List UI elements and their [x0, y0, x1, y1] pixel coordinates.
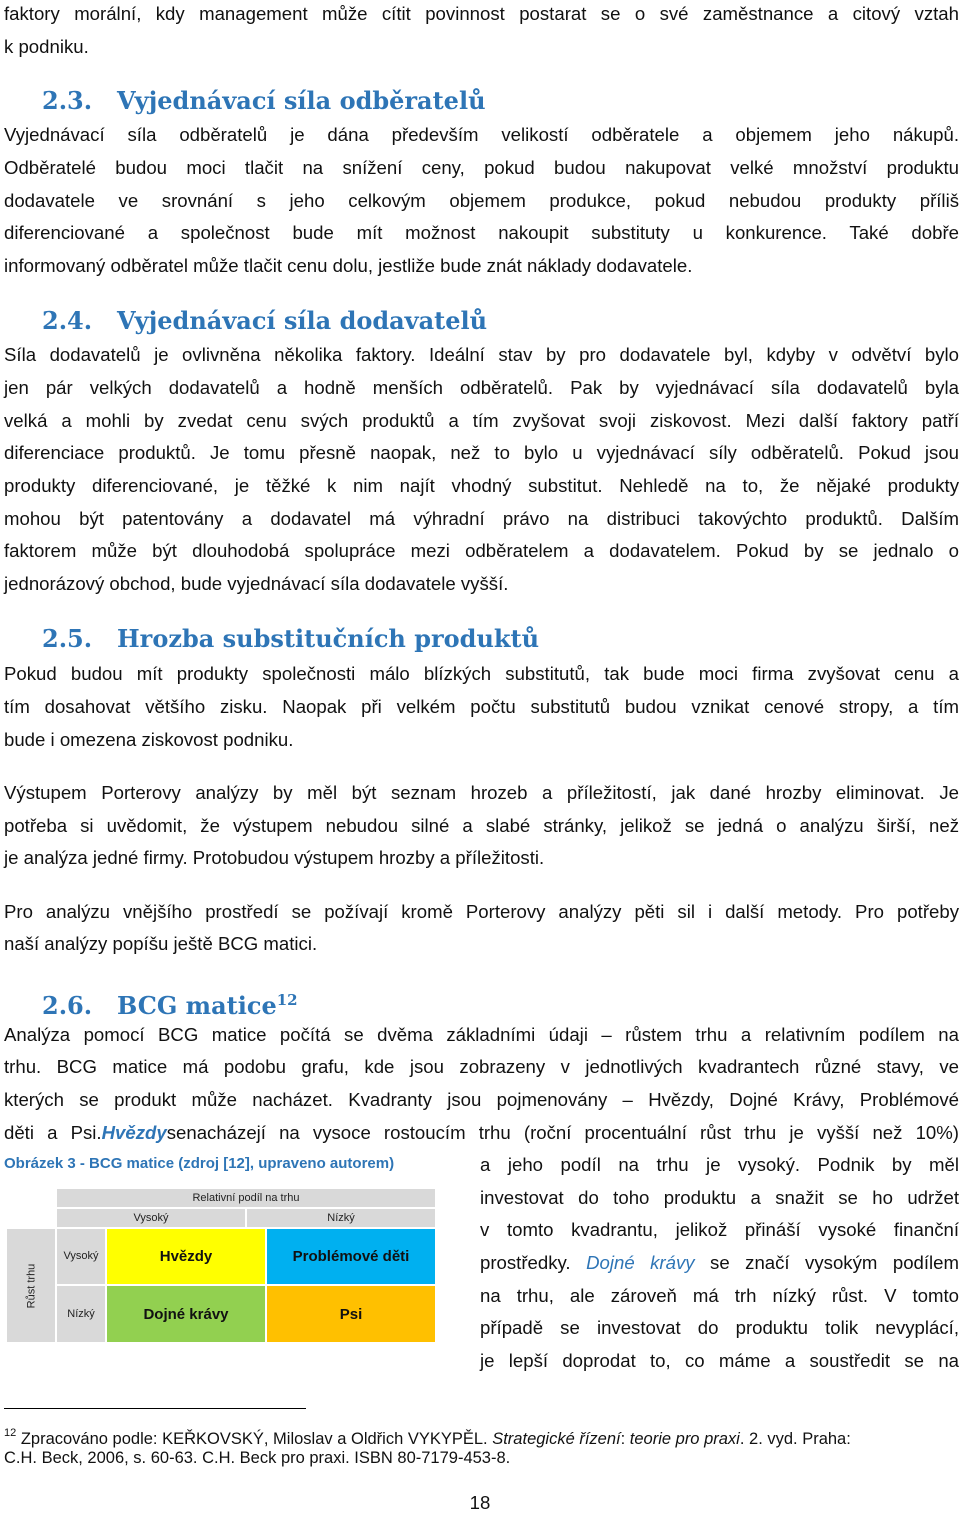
body-text-line: Výstupem Porterovy analýzy by měl být seznam hrozeb a příležitostí, jak dané hrozby eliminovat. Je	[4, 782, 959, 803]
section-title: Vyjednávací síla dodavatelů	[117, 306, 488, 335]
body-text-line: Vyjednávací síla odběratelů je dána především velikostí odběratele a objemem jeho nákupů.	[4, 124, 959, 145]
body-text-line: Odběratelé budou moci tlačit na snížení ceny, pokud budou nakupovat velké množství produktu	[4, 157, 959, 178]
body-text-line: informovaný odběratel může tlačit cenu dolu, jestliže bude znát náklady dodavatele.	[4, 255, 693, 276]
body-text-line: Síla dodavatelů je ovlivněna několika faktory. Ideální stav by pro dodavatele byl, kdyby v odvětví bylo	[4, 344, 959, 365]
section-number: 2.3.	[42, 86, 93, 115]
section-title: Vyjednávací síla odběratelů	[117, 86, 486, 115]
quadrant-stars: Hvězdy	[106, 1228, 266, 1285]
section-title: BCG matice	[117, 991, 277, 1020]
body-text-line: naší analýzy popíšu ještě BCG matici.	[4, 933, 318, 954]
quadrant-dogs: Psi	[266, 1285, 436, 1343]
body-text-line: faktory morální, kdy management může cítit povinnost postarat se o své zaměstnance a citový vztah	[4, 3, 959, 24]
figure-caption: Obrázek 3 - BCG matice (zdroj [12], upraveno autorem)	[4, 1155, 395, 1172]
body-text-line: dodavatele ve srovnání s jeho celkovým objemem produkce, pokud nebudou produkty příliš	[4, 190, 959, 211]
body-text-line: jednorázový obchod, bude vyjednávací síla dodavatele vyšší.	[4, 573, 509, 594]
body-text-line: je lepší doprodat to, co máme a soustředit se na	[480, 1350, 959, 1371]
body-text-line: a jeho podíl na trhu je vysoký. Podnik by měl	[480, 1154, 959, 1175]
body-text-line: trhu. BCG matice má podobu grafu, kde jsou zobrazeny v jednotlivých kvadrantech různé stavy, ve	[4, 1056, 959, 1077]
page-number: 18	[469, 1492, 491, 1513]
quadrant-problem-children: Problémové děti	[266, 1228, 436, 1285]
text-run: Zpracováno podle: KEŘKOVSKÝ, Miloslav a Oldřich VYKYPĚL.	[16, 1430, 493, 1448]
matrix-top-header: Relativní podíl na trhu	[56, 1188, 436, 1208]
section-number: 2.5.	[42, 624, 93, 653]
body-text-line: diferenciace produktů. Je tomu přesně naopak, než to bylo u vyjednávací síly odběratelů. Pokud jsou	[4, 442, 959, 463]
body-text-line: na trhu, ale zároveň má trh nízký růst. V tomto	[480, 1285, 959, 1306]
text-run: děti a Psi.	[4, 1122, 102, 1143]
body-text-line: faktorem může být dlouhodobá spolupráce mezi odběratelem a dodavatelem. Pokud by se jednalo o	[4, 540, 959, 561]
text-run: senacházejí na vysoce rostoucím trhu (roční procentuální růst trhu je vyšší než 10%)	[166, 1122, 959, 1143]
text-run: :	[620, 1430, 630, 1448]
matrix-row-low: Nízký	[56, 1285, 106, 1343]
section-heading-2-6	[42, 985, 298, 1021]
body-text-line: k podniku.	[4, 36, 89, 57]
body-text-line: v tomto kvadrantu, jelikož přináší vysoké finanční	[480, 1219, 959, 1240]
matrix-col-low: Nízký	[246, 1208, 436, 1228]
section-heading-2-4	[42, 306, 487, 336]
matrix-side-header: Růst trhu	[25, 1263, 38, 1309]
emphasis-hvezdy: Hvězdy	[101, 1122, 167, 1143]
footnote-title: Strategické řízení	[492, 1430, 621, 1448]
body-text-line: je analýza jedné firmy. Protobudou výstupem hrozby a příležitosti.	[4, 847, 545, 868]
body-text-line: diferenciované a společnost bude mít možnost nakoupit substituty u konkurence. Také dobře	[4, 222, 959, 243]
body-text-line: potřeba si uvědomit, že výstupem nebudou silné a slabé stránky, jelikož se jedná o analýzu širší, než	[4, 815, 959, 836]
body-text-line: případě se investovat do produktu tolik nevyplácí,	[480, 1317, 959, 1338]
body-text-line	[4, 1116, 959, 1149]
text-run: se značí vysokým podílem	[694, 1252, 959, 1273]
body-text-line: produkty diferenciované, je těžké k nim najít vhodný substitut. Nehledě na to, že nějaké produkty	[4, 475, 959, 496]
section-heading-2-5	[42, 624, 539, 654]
text-run: . 2. vyd. Praha:	[739, 1430, 851, 1448]
quadrant-cash-cows: Dojné krávy	[106, 1285, 266, 1343]
body-text-line	[480, 1246, 959, 1279]
section-title: Hrozba substitučních produktů	[117, 624, 540, 653]
body-text-line: bude i omezena ziskovost podniku.	[4, 729, 294, 750]
body-text-line: Pro analýzu vnějšího prostředí se požívají kromě Porterovy analýzy pěti sil i další metody. Pro potřeby	[4, 901, 959, 922]
body-text-line: jen pár velkých dodavatelů a hodně menších odběratelů. Pak by vyjednávací síla dodavatelů byla	[4, 377, 959, 398]
section-heading-2-3	[42, 86, 486, 116]
bcg-matrix-figure	[6, 1188, 436, 1343]
footnote-separator	[4, 1408, 306, 1409]
matrix-side-header-cell	[6, 1228, 56, 1343]
body-text-line: mohou být patentovány a dodavatel má výhradní právo na distribuci takovýchto produktů. Dalším	[4, 508, 959, 529]
matrix-col-high: Vysoký	[56, 1208, 246, 1228]
body-text-line: kterých se produkt může nacházet. Kvadranty jsou pojmenovány – Hvězdy, Dojné Krávy, Problémové	[4, 1089, 959, 1110]
body-text-line: tím dosahovat většího zisku. Naopak při velkém počtu substitutů budou vznikat cenové stropy, a tím	[4, 696, 959, 717]
footnote-subtitle: teorie pro praxi	[629, 1430, 740, 1448]
matrix-row-high: Vysoký	[56, 1228, 106, 1285]
section-number: 2.6.	[42, 991, 93, 1020]
body-text-line: Analýza pomocí BCG matice počítá se dvěma základními údaji – růstem trhu a relativním podílem na	[4, 1024, 959, 1045]
body-text-line: velká a mohli by zvedat cenu svých produktů a tím zvyšovat svoji ziskovost. Mezi další faktory patří	[4, 410, 959, 431]
footnote-reference[interactable]: 12	[276, 991, 298, 1009]
footnote-number: 12	[4, 1427, 17, 1439]
footnote-line: C.H. Beck, 2006, s. 60-63. C.H. Beck pro praxi. ISBN 80-7179-453-8.	[4, 1449, 511, 1467]
body-text-line: investovat do toho produktu a snažit se ho udržet	[480, 1187, 959, 1208]
emphasis-dojne-kravy: Dojné krávy	[586, 1252, 695, 1273]
text-run: prostředky.	[480, 1252, 587, 1273]
body-text-line: Pokud budou mít produkty společnosti málo blízkých substitutů, tak bude moci firma zvyšovat cenu a	[4, 663, 959, 684]
section-number: 2.4.	[42, 306, 93, 335]
